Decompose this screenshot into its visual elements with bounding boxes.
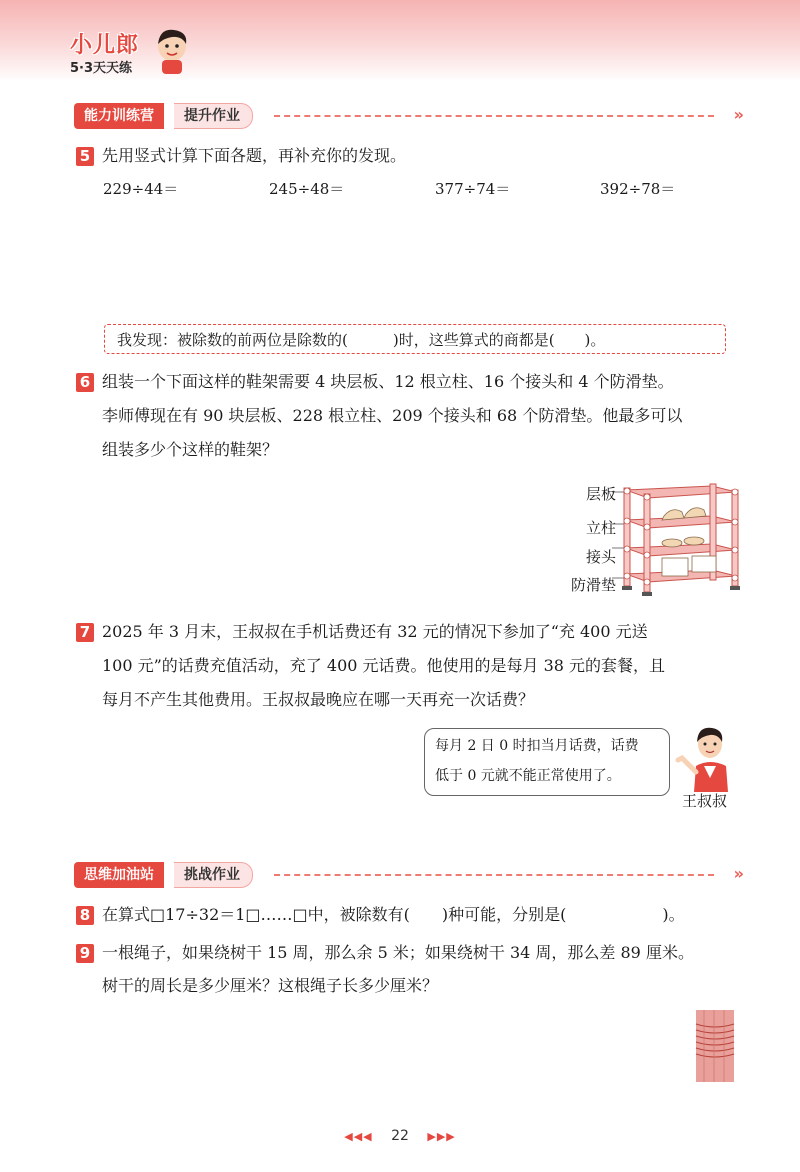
expression-1: 229÷44＝ <box>103 180 179 198</box>
speech-line-2: 低于 0 元就不能正常使用了。 <box>435 768 621 784</box>
question-6-line-2: 李师傅现在有 90 块层板、228 根立柱、209 个接头和 68 个防滑垫。他最多可以 <box>102 406 683 425</box>
question-9-line-2: 树干的周长是多少厘米？这根绳子长多少厘米？ <box>102 976 439 995</box>
left-arrows-icon: ◀◀◀ <box>344 1130 373 1143</box>
question-7-line-3: 每月不产生其他费用。王叔叔最晚应在哪一天再充一次话费？ <box>102 690 535 709</box>
double-chevron-icon: » <box>733 105 744 124</box>
question-9-line-1: 一根绳子，如果绕树干 15 周，那么余 5 米；如果绕树干 34 周，那么差 89 厘米。 <box>102 943 694 962</box>
uncle-wang-avatar-icon <box>668 722 738 792</box>
page-footer <box>0 1128 800 1144</box>
label-shelf-board: 层板 <box>585 485 616 503</box>
question-6-line-3: 组装多少个这样的鞋架？ <box>102 440 279 459</box>
expression-3: 377÷74＝ <box>435 180 511 198</box>
label-connector: 接头 <box>585 548 616 566</box>
expression-4: 392÷78＝ <box>600 180 676 198</box>
question-7-line-2: 100 元”的话费充值活动，充了 400 元话费。他使用的是每月 38 元的套餐，且 <box>102 656 666 675</box>
speaker-name: 王叔叔 <box>682 792 728 810</box>
logo-subtitle: 5·3天天练 <box>70 61 133 76</box>
section-divider <box>274 874 714 876</box>
question-5-prompt: 先用竖式计算下面各题，再补充你的发现。 <box>102 146 407 165</box>
finding-text: 我发现：被除数的前两位是除数的( )时，这些算式的商都是( )。 <box>117 331 606 349</box>
speech-bubble <box>424 728 670 796</box>
label-anti-slip-pad: 防滑垫 <box>570 576 616 594</box>
double-chevron-icon: » <box>733 864 744 883</box>
question-number: 7 <box>76 623 94 642</box>
speech-line-1: 每月 2 日 0 时扣当月话费，话费 <box>435 738 639 754</box>
section-tag: 思维加油站 <box>74 862 164 888</box>
logo <box>70 28 139 76</box>
question-8-text: 在算式□17÷32＝1□……□中，被除数有( )种可能，分别是( )。 <box>102 905 685 924</box>
label-post: 立柱 <box>585 519 616 537</box>
page-number: 22 <box>391 1128 409 1144</box>
section-subtitle: 挑战作业 <box>174 862 253 888</box>
question-number: 8 <box>76 906 94 925</box>
question-7-line-1: 2025 年 3 月末，王叔叔在手机话费还有 32 元的情况下参加了“充 400 元送 <box>102 622 648 641</box>
section-header-thinking <box>74 862 744 888</box>
question-number: 9 <box>76 944 94 963</box>
section-subtitle: 提升作业 <box>174 103 253 129</box>
section-tag: 能力训练营 <box>74 103 164 129</box>
question-6-line-1: 组装一个下面这样的鞋架需要 4 块层板、12 根立柱、16 个接头和 4 个防滑垫。 <box>102 372 674 391</box>
expression-2: 245÷48＝ <box>269 180 345 198</box>
shoe-rack-icon <box>612 478 742 596</box>
tree-trunk-rope-icon <box>690 1010 740 1082</box>
question-number: 6 <box>76 373 94 392</box>
logo-title: 小儿郎 <box>70 33 140 58</box>
question-number: 5 <box>76 147 94 166</box>
section-divider <box>274 115 714 117</box>
right-arrows-icon: ▶▶▶ <box>427 1130 456 1143</box>
mascot-boy-icon <box>152 26 192 76</box>
finding-box <box>104 324 726 354</box>
section-header-ability <box>74 103 744 129</box>
